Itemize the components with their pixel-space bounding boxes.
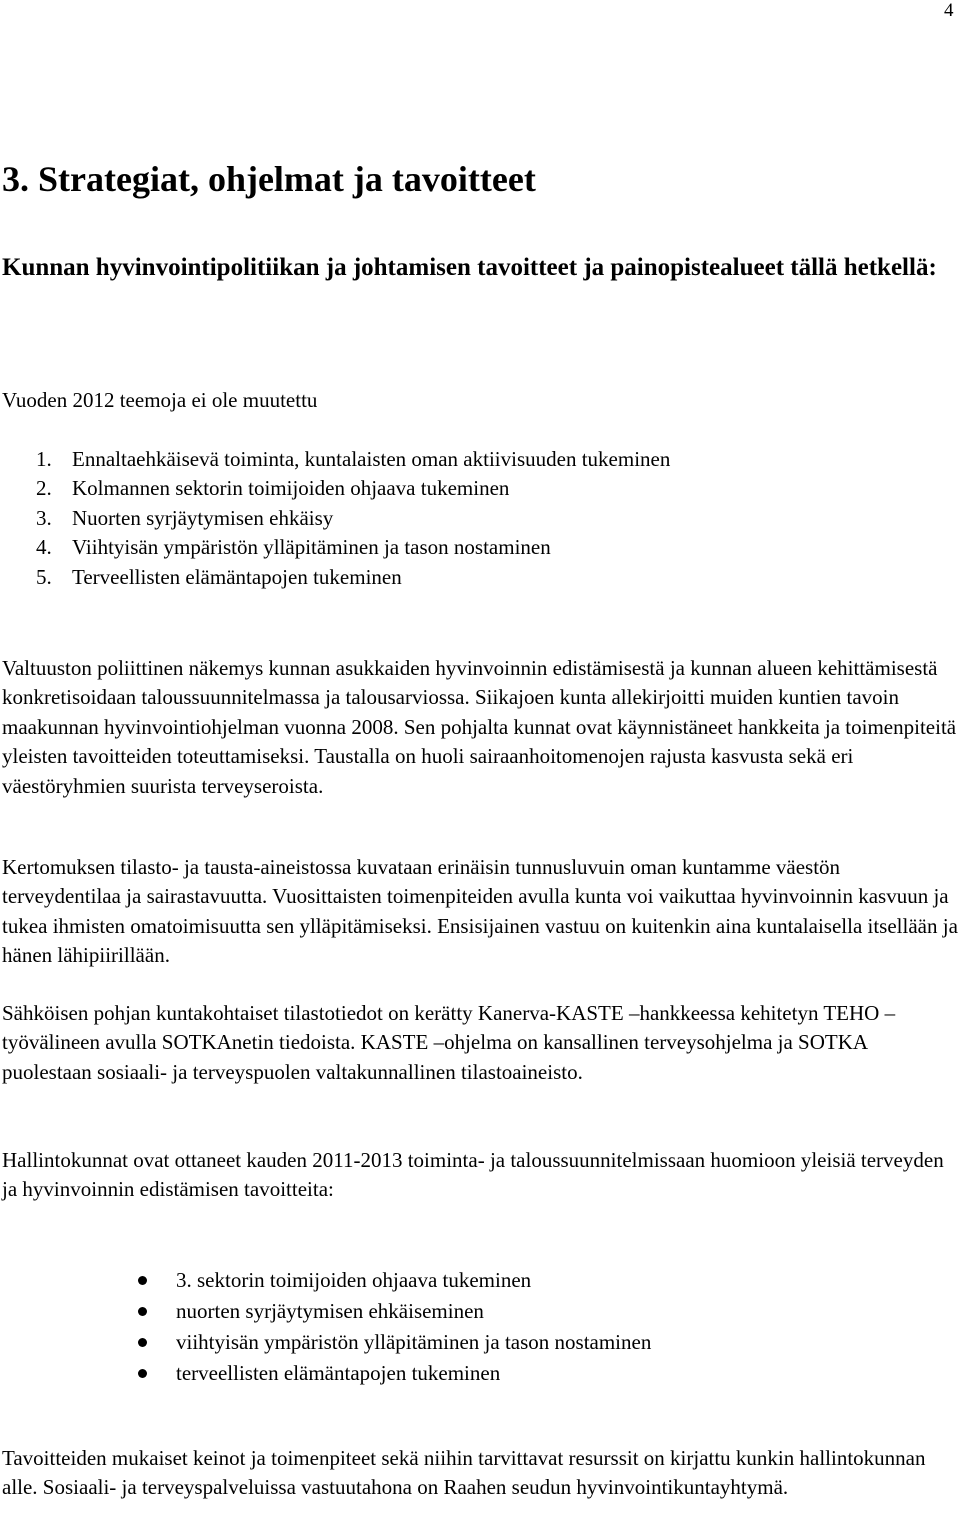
- list-item-number: 3.: [36, 505, 52, 530]
- list-item-text: Nuorten syrjäytymisen ehkäisy: [72, 505, 334, 530]
- bullet-item: [138, 1296, 651, 1327]
- list-item: [36, 445, 670, 474]
- list-item-number: 2.: [36, 476, 52, 501]
- section-heading: 3. Strategiat, ohjelmat ja tavoitteet: [2, 159, 536, 199]
- priority-list: [36, 445, 670, 592]
- bullet-icon: [138, 1276, 147, 1285]
- list-item: [36, 533, 670, 562]
- list-item: [36, 563, 670, 592]
- bullet-item: [138, 1327, 651, 1358]
- list-item-text: Viihtyisän ympäristön ylläpitäminen ja tason nostaminen: [72, 535, 551, 560]
- bullet-item: [138, 1265, 651, 1296]
- paragraph-statistics: Kertomuksen tilasto- ja tausta-aineistossa kuvataan erinäisin tunnusluvuin oman kuntamme väestön terveydentilaa ja sairastavuutta. Vuosittaisten toimenpiteiden avulla kunta voi vaikuttaa hyvinvoinnin kasvuun ja tukea ihmisten omatoimisuutta sen ylläpitämiseksi. Ensisijainen vastuu on kuitenkin aina kuntalaisella itsellään ja hänen lähipiirillään.: [2, 855, 958, 968]
- list-item-number: 1.: [36, 447, 52, 471]
- list-item: [36, 504, 670, 533]
- list-item-number: 5.: [36, 564, 52, 589]
- bullet-icon: [138, 1369, 147, 1378]
- bullet-item-text: terveellisten elämäntapojen tukeminen: [176, 1361, 501, 1385]
- paragraph-administrations: Hallintokunnat ovat ottaneet kauden 2011-2013 toiminta- ja taloussuunnitelmissaan huomioon yleisiä terveyden ja hyvinvoinnin edistämisen tavoitteita:: [2, 1148, 944, 1202]
- section-subheading: Kunnan hyvinvointipolitiikan ja johtamisen tavoitteet ja painopistealueet tällä hetkellä:: [2, 254, 937, 281]
- list-item-text: Kolmannen sektorin toimijoiden ohjaava tukeminen: [72, 476, 510, 501]
- closing-paragraph: Tavoitteiden mukaiset keinot ja toimenpiteet sekä niihin tarvittavat resurssit on kirjattu kunkin hallintokunnan alle. Sosiaali- ja terveyspalveluissa vastuutahona on Raahen seudun hyvinvointikuntayhtymä.: [2, 1446, 926, 1500]
- list-item-text: Terveellisten elämäntapojen tukeminen: [72, 564, 402, 589]
- paragraph-data-sources: Sähköisen pohjan kuntakohtaiset tilastotiedot on kerätty Kanerva-KASTE –hankkeessa kehitetyn TEHO –työvälineen avulla SOTKAnetin tiedoista. KASTE –ohjelma on kansallinen terveysohjelma ja SOTKA puolestaan sosiaali- ja terveyspuolen valtakunnallinen tilastoaineisto.: [2, 1001, 896, 1084]
- bullet-item-text: viihtyisän ympäristön ylläpitäminen ja tason nostaminen: [176, 1330, 652, 1354]
- list-item-number: 4.: [36, 535, 52, 560]
- bullet-item: [138, 1358, 651, 1389]
- bullet-icon: [138, 1338, 147, 1347]
- list-item: [36, 474, 670, 503]
- paragraph-council-view: Valtuuston poliittinen näkemys kunnan asukkaiden hyvinvoinnin edistämisestä ja kunnan alueen kehittämisestä konkretisoidaan taloussuunnitelmassa ja talousarviossa. Siikajoen kunta allekirjoitti muiden kuntien tavoin maakunnan hyvinvointiohjelman vuonna 2008. Sen pohjalta kunnat ovat käynnistäneet hankkeita ja toimenpiteitä yleisten tavoitteiden toteuttamiseksi. Taustalla on huoli sairaanhoitomenojen rajusta kasvusta sekä eri väestöryhmien suurista terveyseroista.: [2, 656, 957, 798]
- bullet-icon: [138, 1307, 147, 1316]
- page-number: 4: [944, 0, 954, 21]
- intro-text: Vuoden 2012 teemoja ei ole muutettu: [2, 388, 318, 412]
- bullet-item-text: nuorten syrjäytymisen ehkäiseminen: [176, 1299, 484, 1323]
- bullet-item-text: 3. sektorin toimijoiden ohjaava tukeminen: [176, 1268, 532, 1292]
- goals-bullet-list: [138, 1265, 651, 1389]
- list-item-text: Ennaltaehkäisevä toiminta, kuntalaisten oman aktiivisuuden tukeminen: [72, 447, 671, 471]
